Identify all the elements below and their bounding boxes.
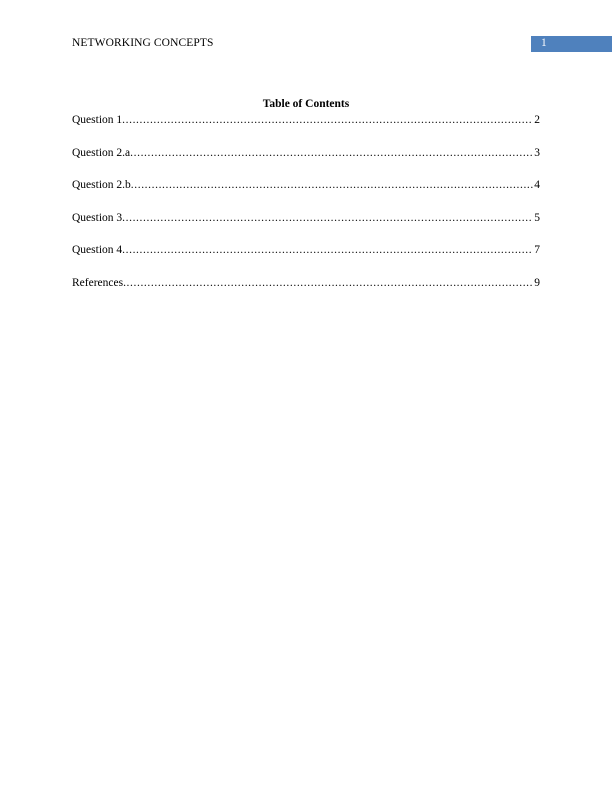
toc-entry-page: 7 (534, 244, 540, 257)
toc-entry-question-4[interactable] (72, 243, 540, 257)
toc-entry-question-2b[interactable] (72, 178, 540, 192)
page-number-badge (531, 36, 612, 52)
toc-entry-label: Question 2.a (72, 146, 131, 159)
toc-entry-label: Question 1 (72, 114, 123, 126)
toc-title: Table of Contents (262, 98, 350, 110)
table-of-contents (72, 96, 540, 309)
running-head-title: NETWORKING CONCEPTS (72, 37, 214, 49)
toc-dot-leader (123, 276, 533, 290)
toc-dot-leader (122, 211, 533, 225)
toc-dot-leader (122, 113, 533, 127)
toc-entry-page: 2 (534, 114, 540, 126)
toc-entry-label: Question 3 (72, 211, 123, 224)
toc-dot-leader (131, 178, 533, 192)
toc-entry-page: 9 (534, 276, 540, 289)
toc-entry-question-1[interactable] (72, 113, 540, 127)
toc-dot-leader (130, 146, 533, 160)
toc-entry-label: Question 2.b (72, 179, 131, 192)
toc-entry-page: 4 (534, 179, 540, 192)
toc-list (72, 113, 540, 290)
toc-entry-page: 5 (534, 211, 540, 224)
page-number: 1 (541, 37, 547, 49)
toc-entry-references[interactable] (72, 276, 540, 290)
toc-dot-leader (122, 243, 533, 257)
toc-entry-page: 3 (534, 146, 540, 159)
page-header (72, 36, 612, 52)
toc-entry-question-2a[interactable] (72, 146, 540, 160)
toc-entry-question-3[interactable] (72, 211, 540, 225)
toc-entry-label: References (72, 276, 124, 289)
toc-entry-label: Question 4 (72, 244, 123, 257)
